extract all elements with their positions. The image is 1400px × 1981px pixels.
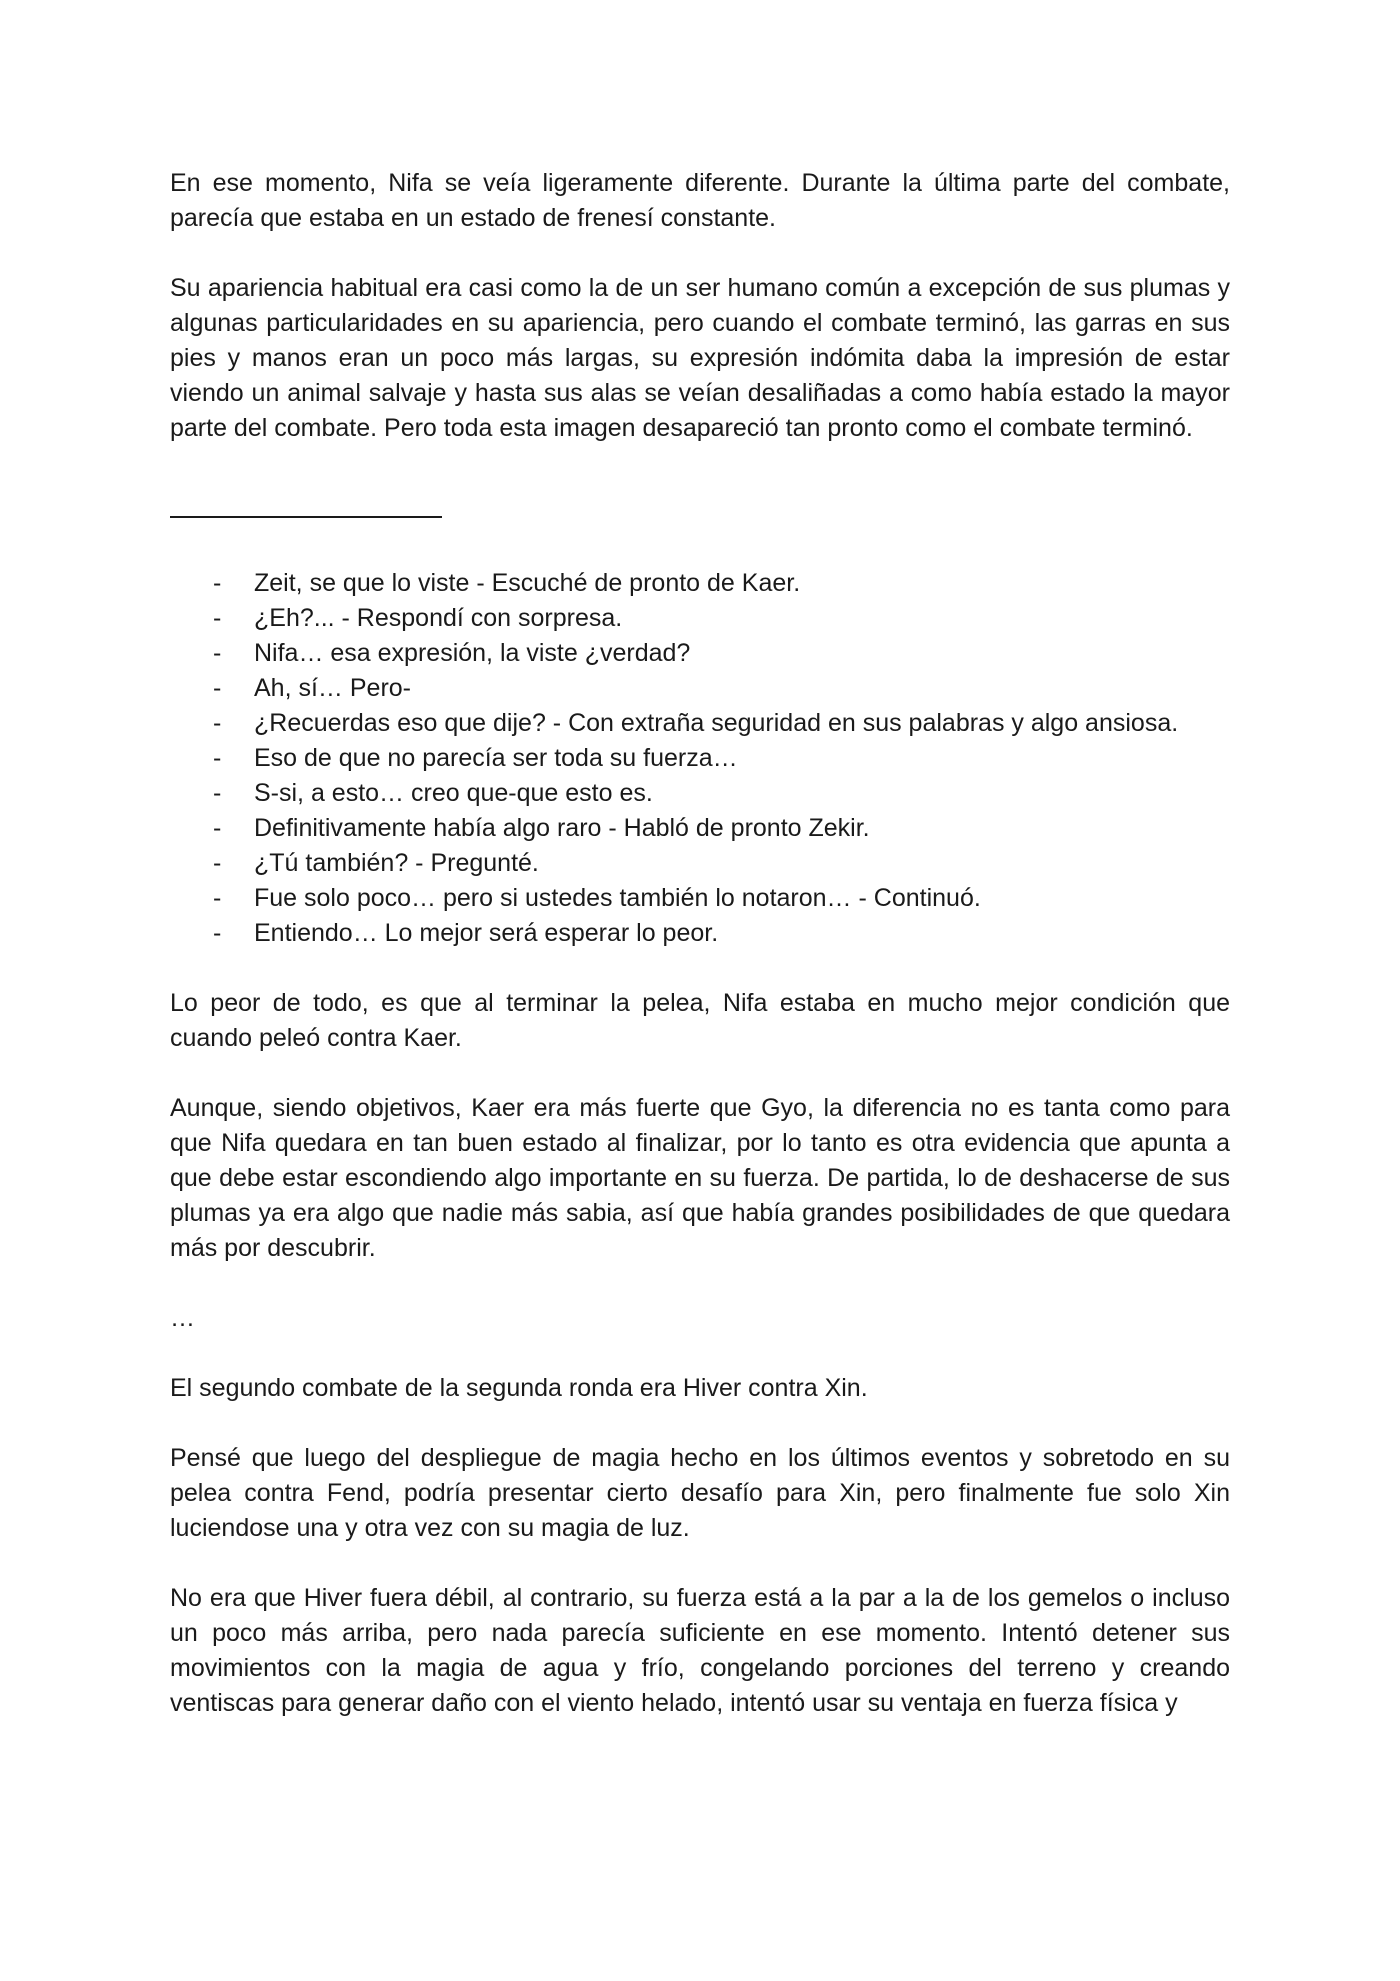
paragraph-kaer-stronger-than-gyo: Aunque, siendo objetivos, Kaer era más fuerte que Gyo, la diferencia no es tanta como para que Nifa quedara en tan buen estado al finalizar, por lo tanto es otra evidencia que apunta a que debe estar escondiendo algo importante en su fuerza. De partida, lo de deshacerse de sus plumas ya era algo que nadie más sabia, así que había grandes posibilidades de que quedara más por descubrir.: [170, 1094, 1230, 1262]
dialogue-dash: -: [213, 919, 222, 947]
dialogue-dash: -: [213, 884, 222, 912]
dialogue-dash: -: [213, 639, 222, 667]
dialogue-line: [170, 881, 1230, 916]
paragraph-nifa-usual-appearance: Su apariencia habitual era casi como la de un ser humano común a excepción de sus plumas y algunas particularidades en su apariencia, pero cuando el combate terminó, las garras en sus pies y manos eran un poco más largas, su expresión indómita daba la impresión de estar viendo un animal salvaje y hasta sus alas se veían desaliñadas a como había estado la mayor parte del combate. Pero toda esta imagen desapareció tan pronto como el combate terminó.: [170, 274, 1230, 442]
dialogue-line: [170, 741, 1230, 776]
dialogue-list: [170, 566, 1230, 951]
dialogue-line: [170, 566, 1230, 601]
dialogue-text: Zeit, se que lo viste - Escuché de pronto de Kaer.: [254, 569, 801, 597]
dialogue-line: [170, 601, 1230, 636]
dialogue-line: [170, 846, 1230, 881]
paragraph-hiver-strength: No era que Hiver fuera débil, al contrario, su fuerza está a la par a la de los gemelos o incluso un poco más arriba, pero nada parecía suficiente en ese momento. Intentó detener sus movimientos con la magia de agua y frío, congelando porciones del terreno y creando ventiscas para generar daño con el viento helado, intentó usar su ventaja en fuerza física y: [170, 1584, 1230, 1717]
dialogue-dash: -: [213, 674, 222, 702]
dialogue-line: [170, 706, 1230, 741]
dialogue-text: ¿Eh?... - Respondí con sorpresa.: [254, 604, 623, 632]
dialogue-dash: -: [213, 849, 222, 877]
dialogue-text: Fue solo poco… pero si ustedes también lo notaron… - Continuó.: [254, 884, 981, 912]
paragraph-nifa-appearance-change: En ese momento, Nifa se veía ligeramente diferente. Durante la última parte del combate, parecía que estaba en un estado de frenesí constante.: [170, 169, 1230, 232]
dialogue-text: ¿Recuerdas eso que dije? - Con extraña seguridad en sus palabras y algo ansiosa.: [254, 709, 1179, 737]
dialogue-line: [170, 916, 1230, 951]
dialogue-dash: -: [213, 744, 222, 772]
dialogue-text: Eso de que no parecía ser toda su fuerza…: [254, 744, 738, 772]
dialogue-line: [170, 671, 1230, 706]
dialogue-text: Nifa… esa expresión, la viste ¿verdad?: [254, 639, 691, 667]
dialogue-text: S-si, a esto… creo que-que esto es.: [254, 779, 653, 807]
section-divider-line: [170, 516, 442, 518]
dialogue-text: ¿Tú también? - Pregunté.: [254, 849, 539, 877]
dialogue-line: [170, 811, 1230, 846]
scene-break-ellipsis: …: [170, 1304, 195, 1332]
paragraph-worst-of-all: Lo peor de todo, es que al terminar la pelea, Nifa estaba en mucho mejor condición que cuando peleó contra Kaer.: [170, 989, 1230, 1052]
dialogue-text: Definitivamente había algo raro - Habló de pronto Zekir.: [254, 814, 870, 842]
dialogue-dash: -: [213, 569, 222, 597]
dialogue-text: Entiendo… Lo mejor será esperar lo peor.: [254, 919, 719, 947]
paragraph-second-fight-intro: El segundo combate de la segunda ronda era Hiver contra Xin.: [170, 1374, 868, 1402]
document-page: [170, 166, 1230, 1721]
dialogue-dash: -: [213, 604, 222, 632]
dialogue-text: Ah, sí… Pero-: [254, 674, 411, 702]
paragraph-hiver-vs-xin: Pensé que luego del despliegue de magia hecho en los últimos eventos y sobretodo en su pelea contra Fend, podría presentar cierto desafío para Xin, pero finalmente fue solo Xin luciendose una y otra vez con su magia de luz.: [170, 1444, 1230, 1542]
dialogue-dash: -: [213, 709, 222, 737]
dialogue-dash: -: [213, 814, 222, 842]
dialogue-line: [170, 636, 1230, 671]
dialogue-dash: -: [213, 779, 222, 807]
dialogue-line: [170, 776, 1230, 811]
